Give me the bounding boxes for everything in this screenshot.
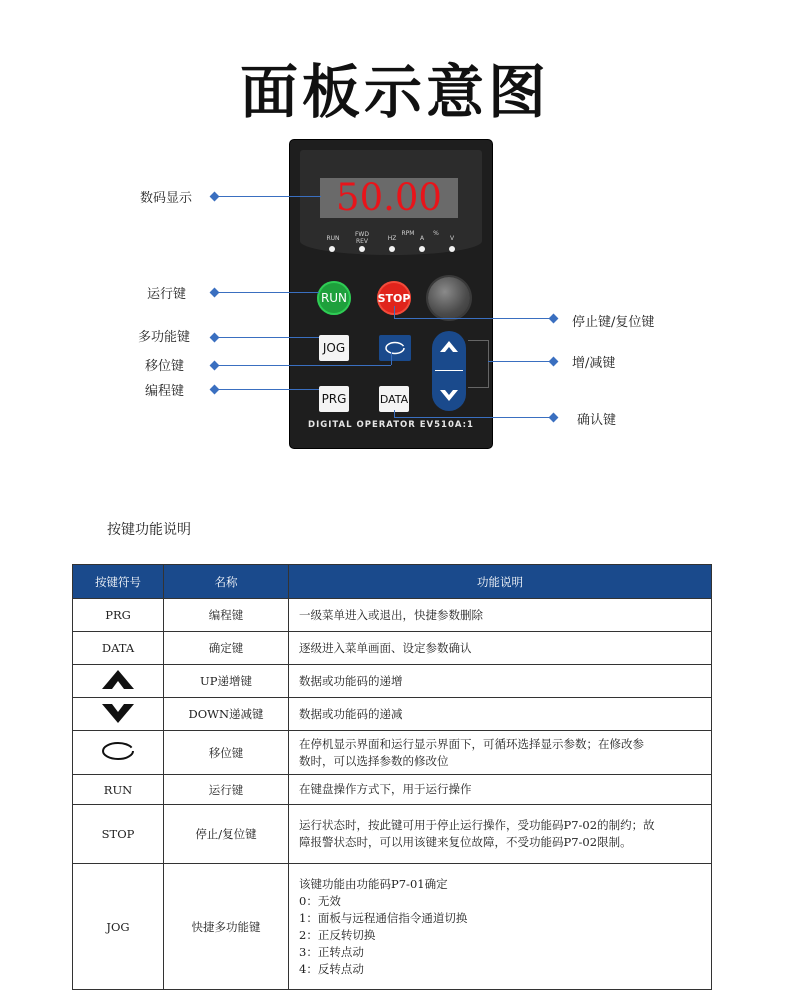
table-row (73, 599, 712, 632)
callout-stop-reset-key: 停止键/复位键 (572, 315, 655, 330)
up-arrow-icon[interactable] (438, 339, 460, 355)
shift-loop-icon (384, 340, 406, 356)
table-row (73, 632, 712, 665)
row-name: 快捷多功能键 (164, 864, 289, 990)
desc-line: 在键盘操作方式下，用于运行操作 (299, 782, 472, 796)
desc-line: 一级菜单进入或退出，快捷参数删除 (299, 607, 483, 622)
callout-line (394, 318, 552, 319)
desc-line: 0：无效 (299, 893, 341, 908)
row-symbol: JOG (73, 864, 164, 990)
row-name: 停止/复位键 (164, 805, 289, 864)
desc-line: 数据或功能码的递减 (299, 706, 403, 721)
callout-line (215, 365, 391, 366)
indicator-rev: REV (355, 238, 369, 245)
row-symbol: RUN (73, 775, 164, 805)
callout-run-key: 运行键 (147, 287, 187, 302)
key-function-table (72, 564, 712, 990)
table-row (73, 864, 712, 990)
row-symbol: STOP (73, 805, 164, 864)
section-title: 按键功能说明 (107, 522, 191, 538)
digital-display (320, 178, 458, 218)
panel-model-label: DIGITAL OPERATOR EV510A:1 (308, 420, 474, 430)
down-arrow-icon[interactable] (438, 387, 460, 403)
callout-line (215, 292, 319, 293)
table-row (73, 698, 712, 731)
desc-line: 数据或功能码的递增 (299, 673, 403, 688)
row-name: 确定键 (164, 632, 289, 665)
header-key-symbol: 按键符号 (73, 565, 164, 599)
desc-line: 在停机显示界面和运行显示界面下，可循环选择显示参数；在修改参 (299, 736, 644, 751)
callout-up-down-key: 增/减键 (572, 356, 616, 371)
table-row (73, 731, 712, 775)
callout-marker (549, 314, 559, 324)
down-arrow-icon (100, 702, 136, 724)
table-row (73, 805, 712, 864)
indicator-a: A (419, 235, 425, 242)
led-run (329, 246, 335, 252)
indicator-hz: HZ (387, 235, 397, 242)
indicator-percent: % (433, 230, 439, 237)
row-desc (289, 698, 712, 731)
callout-line (391, 352, 392, 365)
desc-line: 逐级进入菜单画面、设定参数确认 (299, 640, 472, 655)
callout-line (394, 417, 552, 418)
table-row (73, 665, 712, 698)
table-header-row (73, 565, 712, 599)
callout-confirm-key: 确认键 (577, 413, 617, 428)
desc-line: 4：反转点动 (299, 961, 364, 976)
indicator-run: RUN (326, 235, 340, 242)
row-desc (289, 632, 712, 665)
up-down-bracket (468, 340, 489, 388)
indicator-rpm: RPM (401, 230, 415, 237)
callout-shift-key: 移位键 (145, 359, 185, 374)
callout-line (394, 306, 395, 318)
row-desc (289, 665, 712, 698)
row-desc (289, 731, 712, 775)
up-arrow-icon (100, 669, 136, 691)
row-desc (289, 864, 712, 990)
keypad-divider (435, 370, 463, 371)
row-name: 移位键 (164, 731, 289, 775)
shift-loop-icon (100, 740, 136, 762)
desc-line: 障报警状态时，可以用该键来复位故障，不受功能码P7-02限制。 (299, 835, 632, 849)
header-function: 功能说明 (289, 565, 712, 599)
desc-line: 数时，可以选择参数的修改位 (299, 753, 449, 768)
indicator-v: V (449, 235, 455, 242)
display-value: 50.00 (336, 176, 442, 219)
potentiometer-knob[interactable] (428, 277, 470, 319)
row-desc (289, 775, 712, 805)
prg-button[interactable]: PRG (319, 386, 349, 412)
led-a (419, 246, 425, 252)
up-down-keypad (432, 331, 466, 411)
desc-line: 3：正转点动 (299, 944, 364, 959)
callout-multi-function-key: 多功能键 (138, 330, 191, 345)
callout-line (488, 361, 552, 362)
row-name: 运行键 (164, 775, 289, 805)
shift-button[interactable] (379, 335, 411, 361)
callout-marker (549, 357, 559, 367)
led-hz (389, 246, 395, 252)
desc-line: 2：正反转切换 (299, 927, 376, 942)
row-symbol: PRG (73, 599, 164, 632)
row-symbol (73, 731, 164, 775)
header-name: 名称 (164, 565, 289, 599)
callout-program-key: 编程键 (145, 384, 185, 399)
jog-button[interactable]: JOG (319, 335, 349, 361)
run-button[interactable]: RUN (317, 281, 351, 315)
callout-line (215, 389, 319, 390)
row-symbol (73, 665, 164, 698)
row-symbol (73, 698, 164, 731)
desc-line: 运行状态时，按此键可用于停止运行操作，受功能码P7-02的制约；故 (299, 818, 655, 832)
desc-line: 该键功能由功能码P7-01确定 (299, 876, 448, 891)
led-fwd-rev (359, 246, 365, 252)
callout-digital-display: 数码显示 (140, 191, 193, 206)
led-v (449, 246, 455, 252)
data-button[interactable]: DATA (379, 386, 409, 412)
row-name: UP递增键 (164, 665, 289, 698)
indicator-fwd: FWD (354, 231, 369, 238)
page-title: 面板示意图 (239, 58, 550, 126)
row-desc (289, 599, 712, 632)
row-name: 编程键 (164, 599, 289, 632)
row-name: DOWN递减键 (164, 698, 289, 731)
stop-button[interactable]: STOP (377, 281, 411, 315)
row-desc (289, 805, 712, 864)
callout-line (215, 196, 321, 197)
row-symbol: DATA (73, 632, 164, 665)
table-row (73, 775, 712, 805)
callout-marker (549, 413, 559, 423)
callout-line (215, 337, 319, 338)
desc-line: 1：面板与远程通信指令通道切换 (299, 910, 468, 925)
